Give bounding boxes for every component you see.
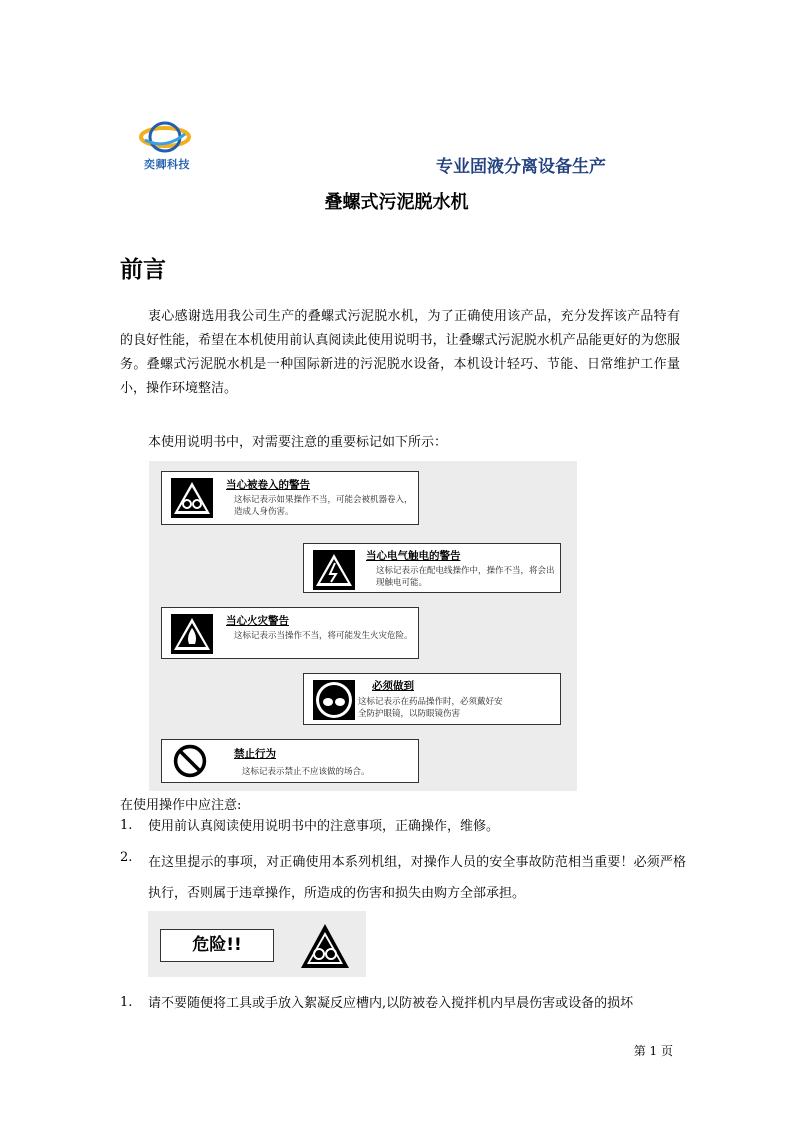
sign-entanglement [161,471,419,525]
logo-mark-icon [139,118,191,156]
list-number: 2. [120,850,133,865]
danger-figure [148,911,366,977]
sign-fire [161,607,419,659]
list-item: 请不要随便将工具或手放入絮凝反应槽内,以防被卷入搅拌机内早晨伤害或设备的损坏 [148,996,634,1011]
signs-intro-text: 本使用说明书中，对需要注意的重要标记如下所示： [148,435,448,450]
sign-description: 这标记表示当操作不当，将可能发生火灾危险。 [234,631,413,641]
sign-title: 必须做到 [372,680,414,692]
sign-electric-shock [303,543,561,593]
sign-description: 这标记表示在配电线操作中，操作不当，将会出现触电可能。 [376,566,555,588]
danger-label: 危险!! [160,929,274,962]
usage-heading: 在使用操作中应注意: [120,798,242,813]
sign-title: 禁止行为 [234,748,276,760]
fire-warning-icon [171,614,213,654]
entanglement-warning-icon [171,478,213,518]
company-slogan: 专业固液分离设备生产 [436,157,606,177]
warning-signs-figure [149,461,577,791]
sign-prohibited [161,739,419,783]
sign-title: 当心火灾警告 [226,615,289,627]
company-logo [133,118,199,174]
sign-description: 这标记表示在药品操作时，必须戴好安全防护眼镜，以防眼镜伤害 [358,697,503,719]
page-number: 第 1 页 [633,1044,673,1058]
sign-mandatory [303,673,561,725]
section-heading: 前言 [120,257,166,283]
list-number: 1. [120,995,133,1010]
prohibited-icon [171,743,209,779]
sign-title: 当心电气触电的警告 [366,550,461,562]
list-item: 使用前认真阅读使用说明书中的注意事项，正确操作，维修。 [148,819,500,834]
safety-goggles-icon [313,680,355,720]
entanglement-warning-icon [300,923,350,969]
list-item: 在这里提示的事项，对正确使用本系列机组，对操作人员的安全事故防范相当重要！必须严格执行，否则属于违章操作，所造成的伤害和损失由购方全部承担。 [148,855,686,901]
sign-title: 当心被卷入的警告 [226,479,310,491]
sign-description: 这标记表示如果操作不当，可能会被机器卷入，造成人身伤害。 [234,495,413,517]
list-number: 1. [120,818,133,833]
logo-text: 奕卿科技 [144,158,190,171]
document-title: 叠螺式污泥脱水机 [324,192,469,213]
intro-paragraph: 衷心感谢选用我公司生产的叠螺式污泥脱水机，为了正确使用该产品，充分发挥该产品特有的良好性能，希望在本机使用前认真阅读此使用说明书，让叠螺式污泥脱水机产品能更好的为您服务。叠螺式污泥脱水机是一种国际新进的污泥脱水设备，本机设计轻巧、节能、日常维护工作量小，操作环境整洁。 [120,309,680,396]
sign-description: 这标记表示禁止不应该做的场合。 [242,767,370,777]
electric-shock-warning-icon [313,550,355,590]
